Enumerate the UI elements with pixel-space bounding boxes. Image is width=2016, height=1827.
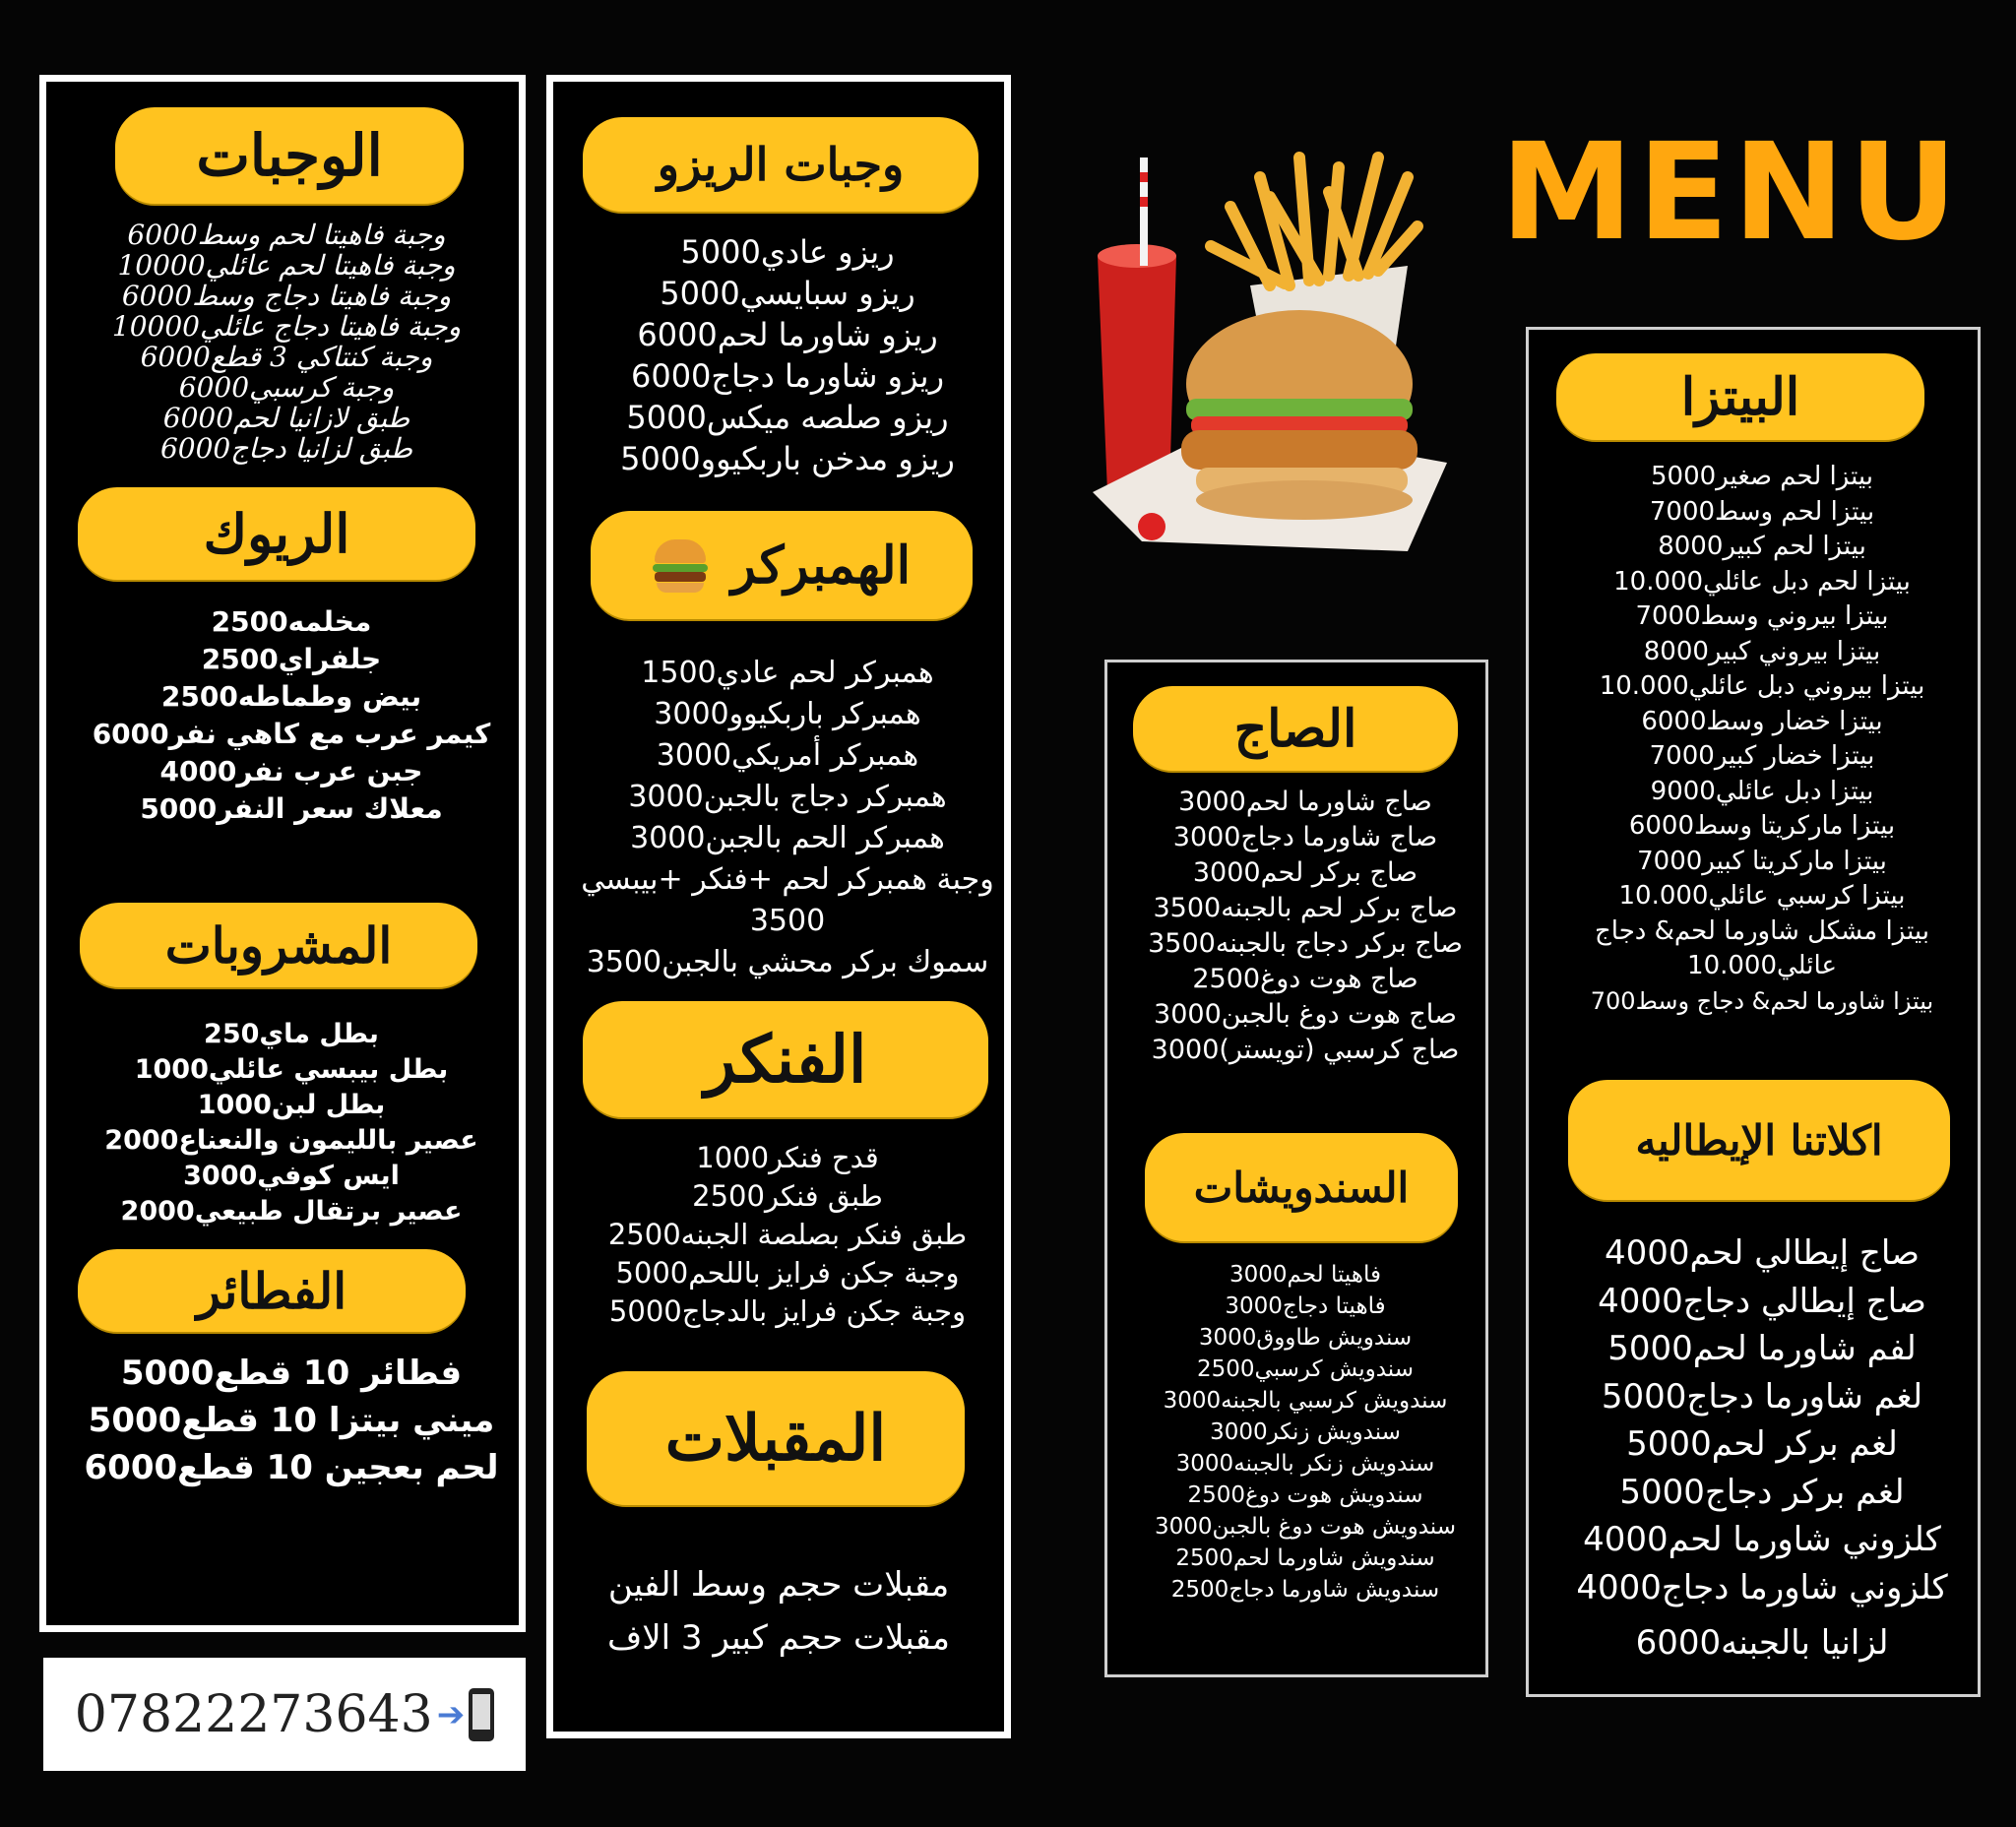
section-title-pastries: الفطائر xyxy=(78,1249,466,1332)
pizza-item-7: بيتزا خضار وسط6000 xyxy=(1641,706,1883,736)
meals-item-4: وجبة كنتاكي 3 قطع6000 xyxy=(140,341,433,373)
meals-item-7: طبق لزانيا دجاج6000 xyxy=(159,432,413,465)
rizo-item-4: ريزو صلصه ميكس5000 xyxy=(626,399,949,436)
saj-item-6: صاج هوت دوغ بالجبن3000 xyxy=(1154,999,1457,1030)
pizza-item-13: بيتزا مشكل شاورما لحم& دجاج xyxy=(1594,915,1930,946)
fries-item-0: قدح فنكر1000 xyxy=(696,1141,879,1174)
section-title-breakfast: الريوك xyxy=(78,487,475,580)
pizza-item-11: بيتزا ماركريتا كبير7000 xyxy=(1637,846,1887,876)
pizza-item-5: بيتزا بيروني كبير8000 xyxy=(1643,636,1881,666)
panel-saj xyxy=(1104,660,1488,1677)
sandwiches-item-1: فاهيتا دجاج3000 xyxy=(1225,1293,1386,1319)
pastries-item-2: لحم بعجين 10 قطع6000 xyxy=(84,1448,499,1487)
mobile-phone-icon xyxy=(469,1688,494,1741)
pizza-item-3: بيتزا لحم دبل عائلي10.000 xyxy=(1613,566,1911,597)
panel-pizza xyxy=(1526,327,1981,1697)
pizza-item-0: بيتزا لحم صغير5000 xyxy=(1650,462,1874,491)
burger-item-5: وجبة همبركر لحم +فنكر +بيبسي xyxy=(581,862,994,897)
rizo-list xyxy=(553,231,1004,479)
burger-item-4: همبركر الحم بالجبن3000 xyxy=(630,821,945,855)
burger-item-2: همبركر أمريكي3000 xyxy=(656,738,919,773)
meals-item-2: وجبة فاهيتا دجاج وسط6000 xyxy=(121,280,452,312)
rizo-item-5: ريزو مدخن باربكيوو5000 xyxy=(620,440,955,477)
breakfast-list xyxy=(46,603,519,828)
pizza-item-8: بيتزا خضار كبير7000 xyxy=(1649,741,1875,771)
section-title-drinks: المشروبات xyxy=(80,903,477,987)
breakfast-item-3: كيمر عرب مع كاهي نفر6000 xyxy=(92,718,491,750)
drinks-item-0: بطل ماي250 xyxy=(204,1019,379,1049)
sandwiches-list xyxy=(1107,1259,1485,1606)
fries-item-2: طبق فنكر بصلصة الجبنه2500 xyxy=(607,1218,968,1251)
saj-item-3: صاج بركر لحم بالجبنه3500 xyxy=(1153,893,1458,923)
appetizers-list xyxy=(553,1558,1004,1665)
pizza-item-10: بيتزا ماركريتا وسط6000 xyxy=(1628,811,1896,841)
burger-item-3: همبركر دجاج بالجبن3000 xyxy=(628,780,947,814)
pizza-item-14: عائلي10.000 xyxy=(1687,951,1837,980)
italian-item-6: كلزوني شاورما لحم4000 xyxy=(1583,1520,1941,1559)
pastries-item-1: ميني بيتزا 10 قطع5000 xyxy=(88,1401,495,1440)
sandwiches-item-0: فاهيتا لحم3000 xyxy=(1228,1262,1382,1288)
food-illustration xyxy=(1083,138,1467,561)
section-title-pizza: البيتزا xyxy=(1556,353,1924,440)
menu-title: MENU xyxy=(1500,115,1962,271)
sandwiches-item-9: سندويش شاورما لحم2500 xyxy=(1175,1545,1435,1571)
rizo-item-0: ريزو عادي5000 xyxy=(680,233,895,271)
burger-icon xyxy=(653,537,708,593)
italian-item-4: لغم بركر لحم5000 xyxy=(1626,1424,1898,1464)
burger-item-7: سموك بركر محشي بالجبن3500 xyxy=(586,945,989,979)
sandwiches-item-10: سندويش شاورما دجاج2500 xyxy=(1170,1577,1440,1603)
burger-item-1: همبركر باربكيوو3000 xyxy=(654,697,921,731)
pizza-item-12: بيتزا كرسبي عائلي10.000 xyxy=(1618,881,1906,911)
appetizers-item-1: مقبلات حجم كبير 3 الاف xyxy=(607,1618,950,1658)
burger-item-6: 3500 xyxy=(749,904,826,938)
drinks-list xyxy=(46,1017,519,1229)
meals-item-5: وجبة كرسبي6000 xyxy=(178,371,395,404)
pizza-list xyxy=(1529,460,1978,1019)
drinks-item-4: ايس كوفي3000 xyxy=(183,1161,400,1191)
pastries-list xyxy=(46,1350,519,1491)
saj-item-2: صاج بركر لحم3000 xyxy=(1192,857,1418,888)
pizza-item-6: بيتزا بيروني دبل عائلي10.000 xyxy=(1599,671,1925,701)
burger-title-text: الهمبركر xyxy=(730,535,912,596)
breakfast-item-2: بيض وطماطه2500 xyxy=(160,680,422,713)
rizo-item-3: ريزو شاورما دجاج6000 xyxy=(630,357,945,395)
sandwiches-item-5: سندويش زنكر3000 xyxy=(1210,1419,1401,1445)
fries-item-3: وجبة جكن فرايز باللحم5000 xyxy=(615,1256,960,1290)
italian-item-7: كلزوني شاورما دجاج4000 xyxy=(1576,1567,1948,1607)
meals-item-3: وجبة فاهيتا دجاج عائلي10000 xyxy=(111,310,462,343)
section-title-burger xyxy=(591,511,973,619)
sandwiches-item-2: سندويش طاووق3000 xyxy=(1198,1325,1413,1351)
italian-list xyxy=(1529,1229,1978,1668)
panel-meals xyxy=(39,75,526,1632)
italian-item-1: صاج إيطالي دجاج4000 xyxy=(1598,1281,1926,1321)
pizza-item-2: بيتزا لحم كبير8000 xyxy=(1658,532,1866,561)
italian-item-3: لغم شاورما دجاج5000 xyxy=(1601,1376,1923,1417)
sandwiches-item-3: سندويش كرسبي2500 xyxy=(1197,1356,1414,1382)
saj-item-7: صاج كرسبي (تويستر)3000 xyxy=(1151,1035,1460,1065)
rizo-item-1: ريزو سبايسي5000 xyxy=(660,275,915,312)
meals-item-0: وجبة فاهيتا لحم وسط6000 xyxy=(127,219,446,251)
burger-item-0: همبركر لحم عادي1500 xyxy=(641,656,934,690)
drinks-item-2: بطل لبن1000 xyxy=(197,1090,386,1120)
section-title-meals: الوجبات xyxy=(115,107,464,204)
section-title-appetizers: المقبلات xyxy=(587,1371,965,1505)
section-title-saj: الصاج xyxy=(1133,686,1458,771)
pizza-item-9: بيتزا دبل عائلي9000 xyxy=(1650,776,1874,806)
meals-item-6: طبق لازانيا لحم6000 xyxy=(162,402,410,434)
pizza-item-15: بيتزا شاورما لحم& دجاج وسط700 xyxy=(1590,986,1934,1015)
pastries-item-0: فطائر 10 قطع5000 xyxy=(120,1354,463,1393)
sandwiches-item-6: سندويش زنكر بالجبنه3000 xyxy=(1175,1451,1435,1477)
section-title-italian: اكلاتنا الإيطاليه xyxy=(1568,1080,1950,1200)
breakfast-item-1: جلفراي2500 xyxy=(201,643,382,675)
section-title-rizo: وجبات الريزو xyxy=(583,117,978,212)
meals-list xyxy=(39,220,519,464)
saj-item-5: صاج هوت دوغ2500 xyxy=(1192,964,1418,994)
saj-list xyxy=(1107,785,1485,1068)
italian-item-0: صاج إيطالي لحم4000 xyxy=(1604,1233,1921,1273)
drinks-item-3: عصير بالليمون والنعناع2000 xyxy=(104,1125,478,1156)
fries-list xyxy=(553,1139,1004,1331)
sandwiches-item-8: سندويش هوت دوغ بالجبن3000 xyxy=(1154,1514,1457,1540)
section-title-sandwiches: السندويشات xyxy=(1145,1133,1458,1241)
fries-item-4: وجبة جكن فرايز بالدجاج5000 xyxy=(608,1294,967,1328)
saj-item-1: صاج شاورما دجاج3000 xyxy=(1172,822,1438,852)
breakfast-item-5: معلاك سعر النفر5000 xyxy=(140,792,443,825)
saj-item-4: صاج بركر دجاج بالجبنه3500 xyxy=(1148,928,1463,959)
italian-item-2: لفم شاورما لحم5000 xyxy=(1607,1329,1917,1368)
drinks-item-5: عصير برتقال طبيعي2000 xyxy=(120,1196,463,1227)
drinks-item-1: بطل بيبسي عائلي1000 xyxy=(134,1054,449,1085)
sandwiches-item-4: سندويش كرسبي بالجبنه3000 xyxy=(1163,1388,1448,1414)
phone-box xyxy=(43,1658,526,1771)
arrow-right-icon: ➔ xyxy=(436,1694,466,1734)
italian-item-5: لغم بركر دجاج5000 xyxy=(1619,1472,1905,1512)
pizza-item-1: بيتزا لحم وسط7000 xyxy=(1649,496,1875,527)
meals-item-1: وجبة فاهيتا لحم عائلي10000 xyxy=(117,249,456,282)
appetizers-item-0: مقبلات حجم وسط الفين xyxy=(607,1565,950,1605)
fries-item-1: طبق فنكر2500 xyxy=(692,1179,883,1213)
breakfast-item-4: جبن عرب نفر4000 xyxy=(159,755,423,788)
saj-item-0: صاج شاورما لحم3000 xyxy=(1178,787,1432,817)
phone-number[interactable]: 07822273643 xyxy=(74,1684,433,1744)
burger-list xyxy=(553,653,1004,983)
panel-rizo xyxy=(546,75,1011,1738)
sandwiches-item-7: سندويش هوت دوغ2500 xyxy=(1187,1482,1423,1508)
section-title-fries: الفنكر xyxy=(583,1001,988,1117)
italian-item-8: لزانيا بالجبنه6000 xyxy=(1635,1623,1889,1663)
pizza-item-4: بيتزا بيروني وسط7000 xyxy=(1635,601,1889,631)
rizo-item-2: ريزو شاورما لحم6000 xyxy=(637,316,938,353)
breakfast-item-0: مخلمه2500 xyxy=(211,605,372,638)
